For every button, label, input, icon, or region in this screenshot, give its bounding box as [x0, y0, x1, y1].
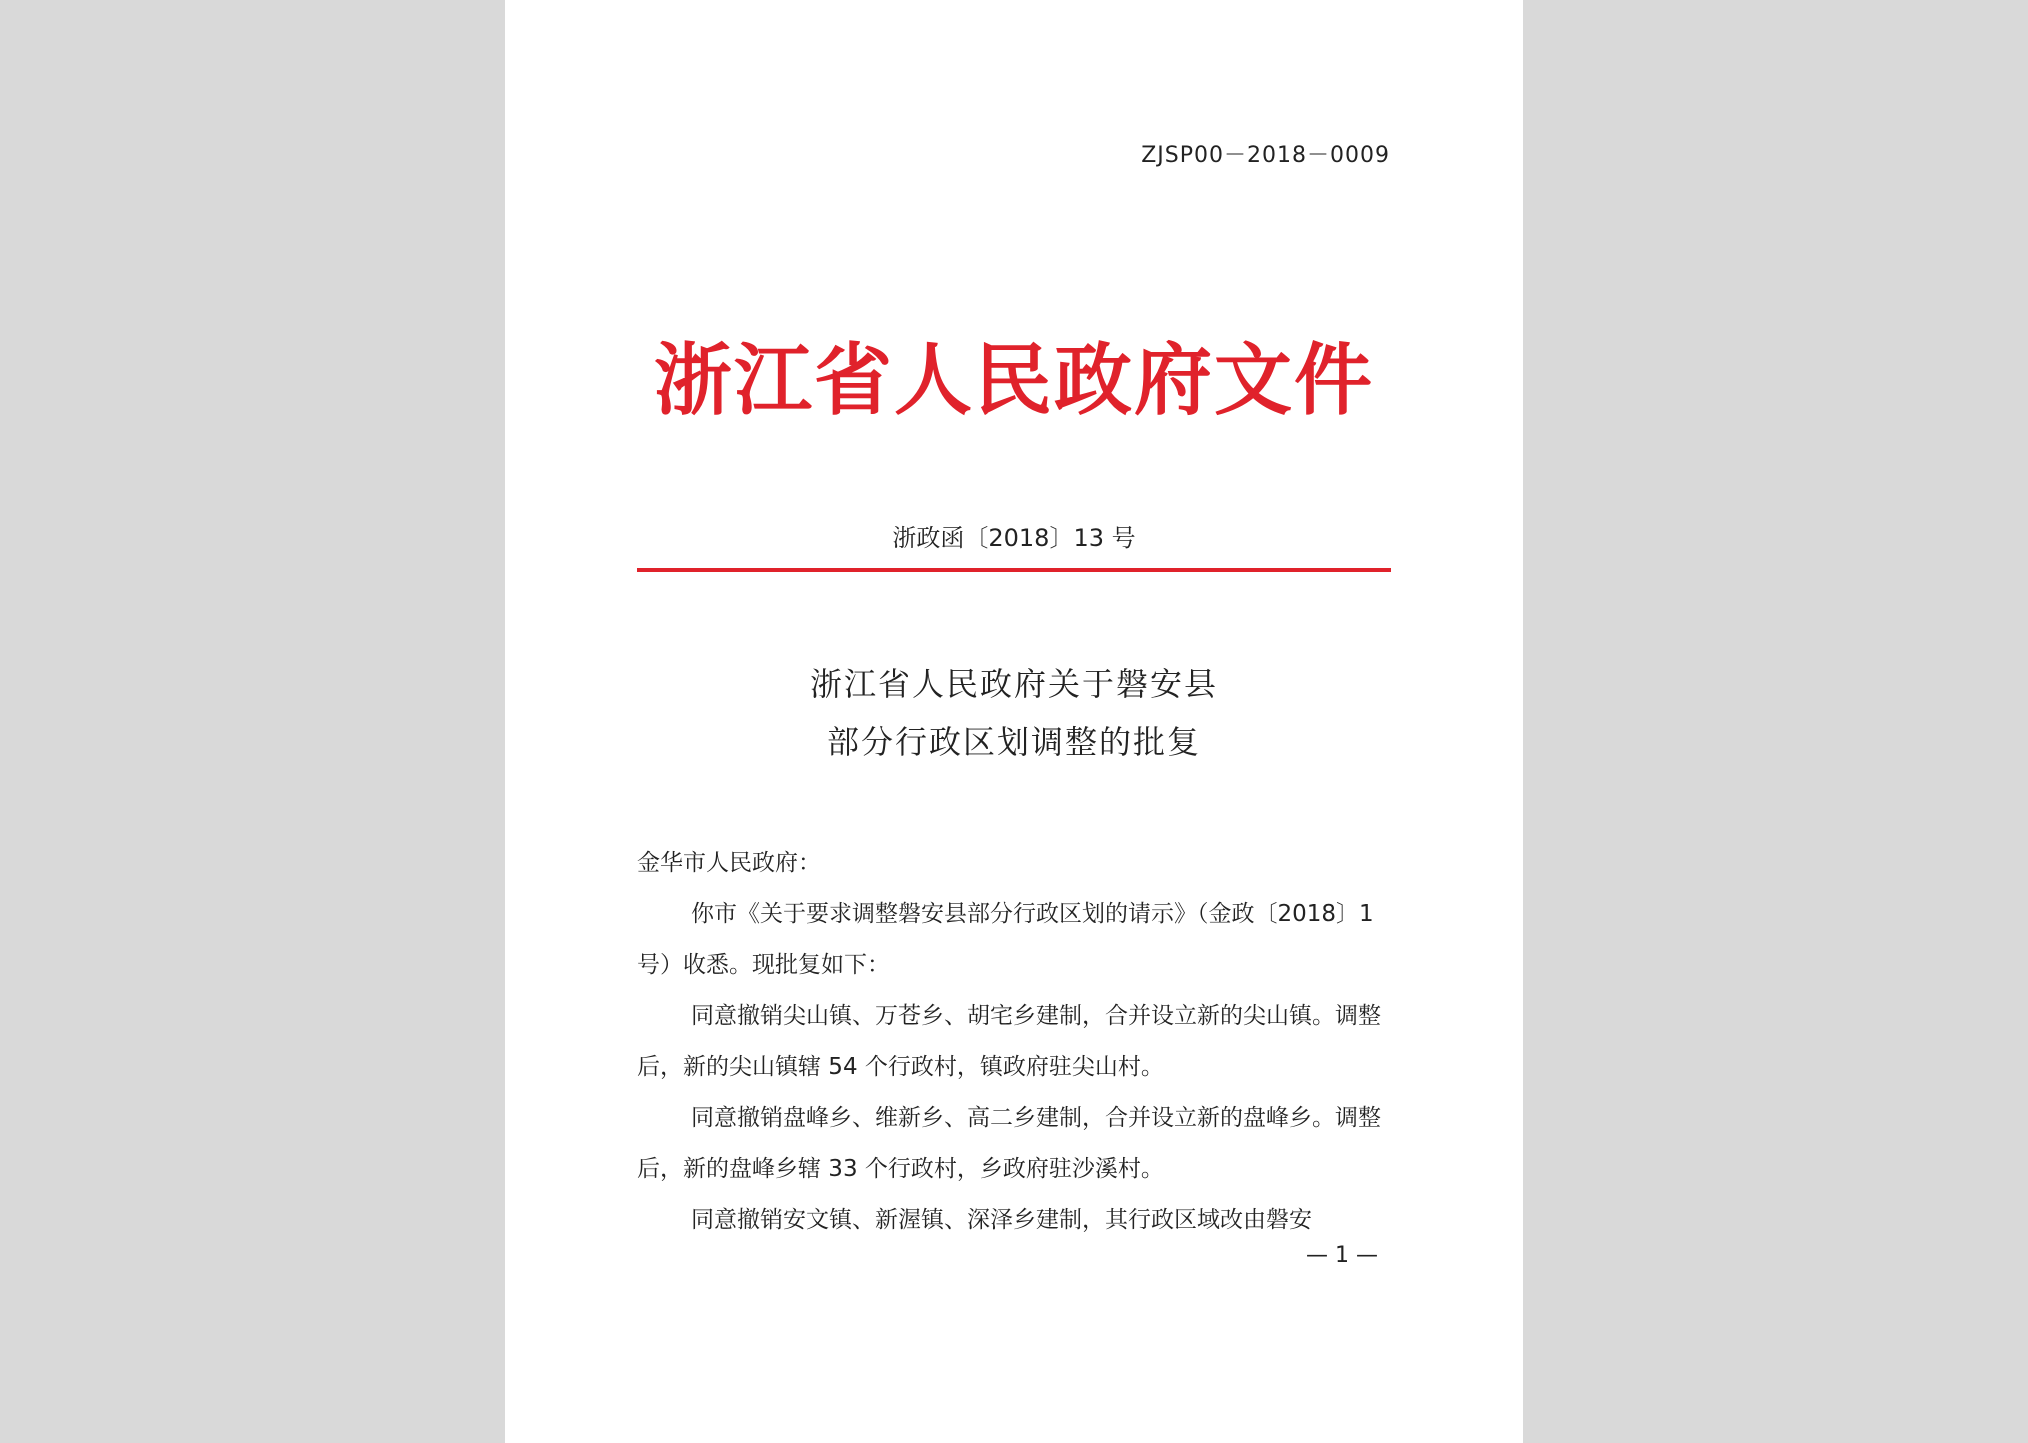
page-number: — 1 — [1306, 1243, 1378, 1268]
body-paragraph: 你市《关于要求调整磐安县部分行政区划的请示》（金政〔2018〕1 号）收悉。现批复如下： [637, 901, 1374, 978]
body-paragraph: 同意撤销尖山镇、万苍乡、胡宅乡建制，合并设立新的尖山镇。调整后，新的尖山镇辖 54 个行政村，镇政府驻尖山村。 [637, 1003, 1381, 1080]
salutation: 金华市人民政府： [637, 850, 821, 876]
document-number: 浙政函〔2018〕13 号 [892, 524, 1136, 552]
title-line-1: 浙江省人民政府关于磐安县 [809, 665, 1218, 703]
document-title [505, 655, 1523, 771]
document-masthead: 浙江省人民政府文件 [653, 335, 1374, 426]
document-body [637, 838, 1391, 1246]
document-page [505, 0, 1523, 1443]
body-paragraph: 同意撤销安文镇、新渥镇、深泽乡建制，其行政区域改由磐安 [691, 1207, 1312, 1233]
red-divider [637, 568, 1391, 572]
document-code: ZJSP00－2018－0009 [1141, 143, 1390, 168]
body-paragraph: 同意撤销盘峰乡、维新乡、高二乡建制，合并设立新的盘峰乡。调整后，新的盘峰乡辖 33 个行政村，乡政府驻沙溪村。 [637, 1105, 1381, 1182]
title-line-2: 部分行政区划调整的批复 [826, 723, 1201, 761]
